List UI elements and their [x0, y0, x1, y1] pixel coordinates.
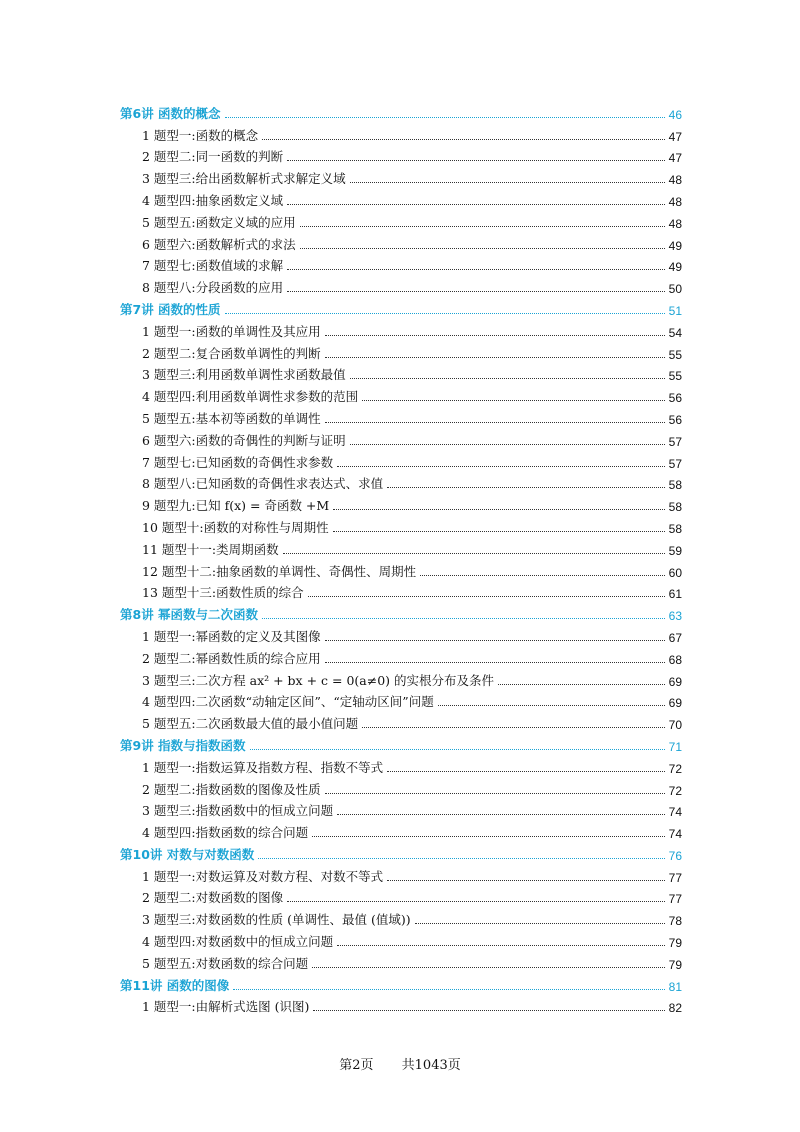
toc-label: 第9讲 指数与指数函数 — [120, 737, 246, 753]
toc-page-number: 57 — [668, 456, 682, 471]
toc-label: 6 题型六:函数的奇偶性的判断与证明 — [142, 432, 346, 448]
toc-label: 12 题型十二:抽象函数的单调性、奇偶性、周期性 — [142, 563, 417, 579]
toc-page-number: 63 — [668, 609, 682, 624]
table-of-contents — [120, 100, 682, 1015]
dot-leader — [287, 291, 665, 292]
toc-label: 第6讲 函数的概念 — [120, 105, 221, 121]
total-pages: 共1043页 — [401, 1058, 461, 1073]
dot-leader — [287, 204, 665, 205]
toc-item[interactable] — [120, 340, 682, 362]
toc-page-number: 50 — [668, 282, 682, 297]
toc-label: 1 题型一:指数运算及指数方程、指数不等式 — [142, 759, 384, 775]
toc-item[interactable] — [120, 928, 682, 950]
toc-page-number: 59 — [668, 543, 682, 558]
toc-page-number: 74 — [668, 827, 682, 842]
toc-label: 2 题型二:同一函数的判断 — [142, 149, 284, 165]
toc-label: 3 题型三:指数函数中的恒成立问题 — [142, 803, 334, 819]
toc-label: 3 题型三:利用函数单调性求函数最值 — [142, 367, 346, 383]
toc-item[interactable] — [120, 623, 682, 645]
toc-label: 3 题型三:给出函数解析式求解定义域 — [142, 171, 346, 187]
dot-leader — [283, 553, 665, 554]
toc-page-number: 58 — [668, 500, 682, 515]
toc-page-number: 49 — [668, 260, 682, 275]
toc-label: 4 题型四:利用函数单调性求参数的范围 — [142, 389, 359, 405]
toc-page-number: 56 — [668, 412, 682, 427]
dot-leader — [287, 901, 665, 902]
toc-label: 10 题型十:函数的对称性与周期性 — [142, 519, 329, 535]
toc-page-number: 48 — [668, 173, 682, 188]
toc-item[interactable] — [120, 318, 682, 340]
toc-page-number: 79 — [668, 957, 682, 972]
dot-leader — [362, 727, 665, 728]
toc-label: 8 题型八:分段函数的应用 — [142, 280, 284, 296]
toc-chapter[interactable] — [120, 732, 682, 754]
toc-page-number: 72 — [668, 783, 682, 798]
toc-page-number: 74 — [668, 805, 682, 820]
toc-label: 7 题型七:已知函数的奇偶性求参数 — [142, 454, 334, 470]
dot-leader — [325, 422, 665, 423]
toc-chapter[interactable] — [120, 296, 682, 318]
toc-item[interactable] — [120, 187, 682, 209]
toc-label: 1 题型一:幂函数的定义及其图像 — [142, 628, 321, 644]
dot-leader — [350, 378, 665, 379]
toc-item[interactable] — [120, 383, 682, 405]
toc-item[interactable] — [120, 994, 682, 1016]
toc-page-number: 61 — [668, 587, 682, 602]
toc-page-number: 54 — [668, 325, 682, 340]
dot-leader — [387, 771, 665, 772]
toc-page-number: 82 — [668, 1001, 682, 1016]
toc-page-number: 49 — [668, 238, 682, 253]
toc-label: 5 题型五:对数函数的综合问题 — [142, 955, 309, 971]
toc-page-number: 60 — [668, 565, 682, 580]
toc-label: 5 题型五:函数定义域的应用 — [142, 214, 296, 230]
toc-item[interactable] — [120, 819, 682, 841]
toc-page-number: 55 — [668, 347, 682, 362]
toc-chapter[interactable] — [120, 100, 682, 122]
toc-label: 2 题型二:幂函数性质的综合应用 — [142, 650, 321, 666]
toc-label: 9 题型九:已知 f(x) = 奇函数 +M — [142, 498, 330, 514]
toc-label: 11 题型十一:类周期函数 — [142, 541, 279, 557]
dot-leader — [420, 575, 665, 576]
dot-leader — [313, 1010, 664, 1011]
toc-page-number: 72 — [668, 761, 682, 776]
toc-label: 7 题型七:函数值域的求解 — [142, 258, 284, 274]
dot-leader — [325, 662, 665, 663]
toc-page-number: 58 — [668, 478, 682, 493]
dot-leader — [498, 684, 665, 685]
dot-leader — [287, 160, 665, 161]
toc-item[interactable] — [120, 122, 682, 144]
toc-page-number: 70 — [668, 718, 682, 733]
dot-leader — [325, 335, 665, 336]
toc-item[interactable] — [120, 492, 682, 514]
toc-page-number: 55 — [668, 369, 682, 384]
dot-leader — [225, 313, 665, 314]
toc-item[interactable] — [120, 362, 682, 384]
dot-leader — [300, 248, 665, 249]
toc-label: 4 题型四:指数函数的综合问题 — [142, 825, 309, 841]
page-footer — [0, 1054, 800, 1073]
toc-label: 3 题型三:对数函数的性质 (单调性、最值 (值域)) — [142, 912, 411, 928]
toc-label: 6 题型六:函数解析式的求法 — [142, 236, 296, 252]
toc-label: 第7讲 函数的性质 — [120, 301, 221, 317]
toc-chapter[interactable] — [120, 601, 682, 623]
dot-leader — [415, 923, 665, 924]
dot-leader — [258, 858, 664, 859]
toc-label: 2 题型二:复合函数单调性的判断 — [142, 345, 321, 361]
toc-page-number: 76 — [668, 848, 682, 863]
toc-item[interactable] — [120, 950, 682, 972]
dot-leader — [262, 139, 665, 140]
dot-leader — [337, 814, 665, 815]
toc-item[interactable] — [120, 863, 682, 885]
toc-page-number: 51 — [668, 303, 682, 318]
toc-page-number: 58 — [668, 521, 682, 536]
toc-item[interactable] — [120, 645, 682, 667]
toc-label: 4 题型四:二次函数“动轴定区间”、“定轴动区间”问题 — [142, 694, 434, 710]
dot-leader — [325, 640, 665, 641]
toc-page-number: 67 — [668, 630, 682, 645]
toc-label: 第11讲 函数的图像 — [120, 977, 230, 993]
toc-label: 5 题型五:二次函数最大值的最小值问题 — [142, 716, 359, 732]
toc-item[interactable] — [120, 209, 682, 231]
toc-label: 1 题型一:对数运算及对数方程、对数不等式 — [142, 868, 384, 884]
toc-page-number: 78 — [668, 914, 682, 929]
toc-label: 4 题型四:抽象函数定义域 — [142, 192, 284, 208]
toc-item[interactable] — [120, 165, 682, 187]
toc-item[interactable] — [120, 449, 682, 471]
toc-label: 第8讲 幂函数与二次函数 — [120, 607, 259, 623]
dot-leader — [233, 989, 664, 990]
dot-leader — [438, 705, 665, 706]
toc-chapter[interactable] — [120, 841, 682, 863]
dot-leader — [300, 226, 665, 227]
toc-label: 第10讲 对数与对数函数 — [120, 846, 255, 862]
toc-item[interactable] — [120, 754, 682, 776]
dot-leader — [225, 117, 665, 118]
toc-item[interactable] — [120, 885, 682, 907]
dot-leader — [387, 487, 665, 488]
toc-item[interactable] — [120, 580, 682, 602]
dot-leader — [337, 945, 665, 946]
dot-leader — [262, 618, 665, 619]
toc-label: 2 题型二:指数函数的图像及性质 — [142, 781, 321, 797]
toc-item[interactable] — [120, 253, 682, 275]
toc-item[interactable] — [120, 558, 682, 580]
toc-item[interactable] — [120, 405, 682, 427]
dot-leader — [387, 880, 665, 881]
toc-page-number: 48 — [668, 194, 682, 209]
dot-leader — [333, 531, 665, 532]
dot-leader — [308, 596, 665, 597]
toc-page-number: 69 — [668, 696, 682, 711]
toc-label: 8 题型八:已知函数的奇偶性求表达式、求值 — [142, 476, 384, 492]
toc-page-number: 79 — [668, 936, 682, 951]
toc-item[interactable] — [120, 776, 682, 798]
toc-item[interactable] — [120, 514, 682, 536]
dot-leader — [325, 357, 665, 358]
toc-page-number: 68 — [668, 652, 682, 667]
toc-page-number: 77 — [668, 892, 682, 907]
toc-page-number: 56 — [668, 391, 682, 406]
toc-item[interactable] — [120, 536, 682, 558]
toc-label: 1 题型一:函数的概念 — [142, 127, 259, 143]
toc-item[interactable] — [120, 427, 682, 449]
toc-item[interactable] — [120, 471, 682, 493]
toc-label: 3 题型三:二次方程 ax² + bx + c = 0(a≠0) 的实根分布及条件 — [142, 672, 494, 688]
toc-page-number: 69 — [668, 674, 682, 689]
toc-item[interactable] — [120, 144, 682, 166]
dot-leader — [350, 444, 665, 445]
dot-leader — [287, 269, 665, 270]
toc-label: 4 题型四:对数函数中的恒成立问题 — [142, 934, 334, 950]
toc-item[interactable] — [120, 689, 682, 711]
toc-item[interactable] — [120, 906, 682, 928]
toc-page-number: 71 — [668, 739, 682, 754]
toc-label: 13 题型十三:函数性质的综合 — [142, 585, 304, 601]
toc-item[interactable] — [120, 710, 682, 732]
toc-page-number: 77 — [668, 870, 682, 885]
toc-label: 1 题型一:由解析式选图 (识图) — [142, 999, 310, 1015]
dot-leader — [250, 749, 665, 750]
dot-leader — [350, 182, 665, 183]
dot-leader — [325, 793, 665, 794]
toc-page-number: 47 — [668, 151, 682, 166]
toc-item[interactable] — [120, 667, 682, 689]
toc-page-number: 47 — [668, 129, 682, 144]
dot-leader — [312, 967, 665, 968]
toc-label: 5 题型五:基本初等函数的单调性 — [142, 410, 321, 426]
toc-label: 2 题型二:对数函数的图像 — [142, 890, 284, 906]
toc-chapter[interactable] — [120, 972, 682, 994]
page-number: 第2页 — [339, 1058, 374, 1073]
toc-item[interactable] — [120, 231, 682, 253]
toc-page-number: 81 — [668, 979, 682, 994]
dot-leader — [362, 400, 665, 401]
toc-label: 1 题型一:函数的单调性及其应用 — [142, 323, 321, 339]
toc-item[interactable] — [120, 274, 682, 296]
toc-page-number: 48 — [668, 216, 682, 231]
toc-page-number: 57 — [668, 434, 682, 449]
dot-leader — [337, 466, 665, 467]
toc-page-number: 46 — [668, 107, 682, 122]
dot-leader — [333, 509, 664, 510]
dot-leader — [312, 836, 665, 837]
toc-item[interactable] — [120, 798, 682, 820]
